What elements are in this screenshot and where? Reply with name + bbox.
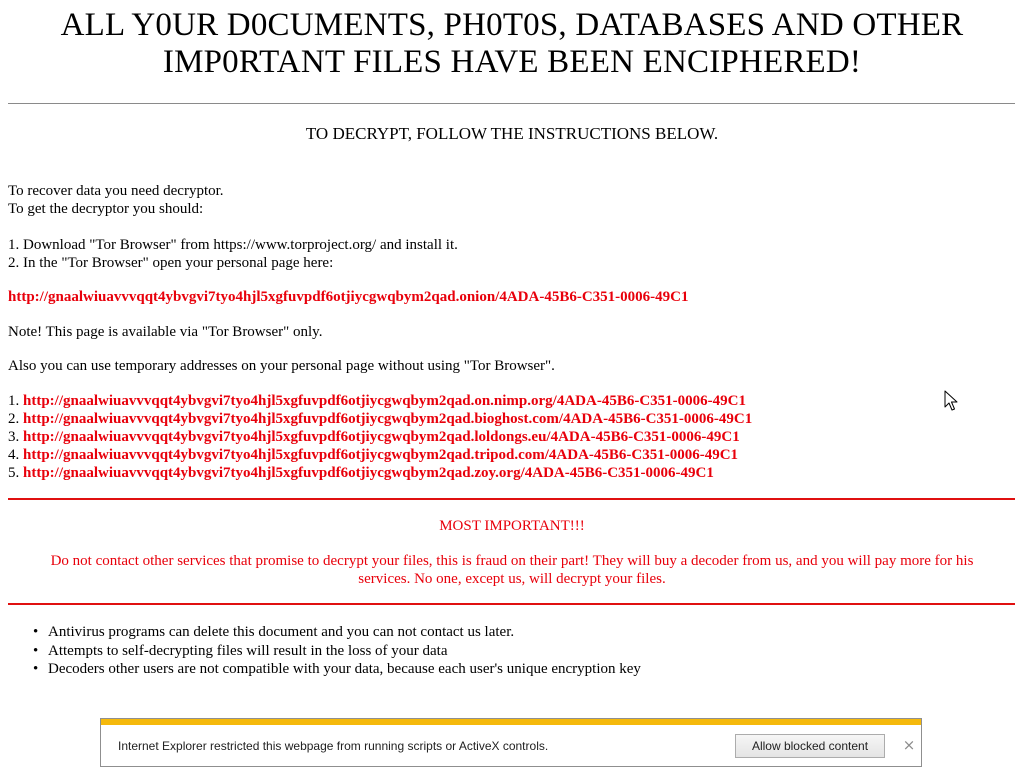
headline-line-2: IMP0RTANT FILES HAVE BEEN ENCIPHERED! (162, 44, 862, 80)
allow-blocked-content-button[interactable]: Allow blocked content (735, 734, 885, 758)
step-2: 2. In the "Tor Browser" open your personal page here: (8, 255, 334, 271)
temp-link-1[interactable]: http://gnaalwiuavvvqqt4ybvgvi7tyo4hjl5xgfuvpdf6otjiycgwqbym2qad.on.nimp.org/4ADA-45B6-C351-0006-49C1 (23, 393, 746, 409)
warning-bullet-list (30, 623, 641, 679)
important-bottom-divider (8, 603, 1015, 605)
important-top-divider (8, 498, 1015, 500)
temporary-addresses-intro: Also you can use temporary addresses on your personal page without using "Tor Browser". (8, 358, 555, 374)
temp-link-row (8, 428, 740, 446)
page-headline (0, 7, 1024, 81)
list-item: • Decoders other users are not compatible with your data, because each user's unique encryption key (30, 660, 641, 679)
temp-link-number: 4. (8, 447, 23, 463)
fraud-warning (10, 552, 1014, 588)
temp-link-number: 5. (8, 465, 23, 481)
most-important-heading: MOST IMPORTANT!!! (439, 518, 585, 534)
temp-link-row (8, 446, 738, 464)
headline-line-1: ALL Y0UR D0CUMENTS, PH0T0S, DATABASES AND OTHER (60, 7, 964, 43)
temp-link-number: 3. (8, 429, 23, 445)
list-item: • Attempts to self-decrypting files will result in the loss of your data (30, 642, 641, 661)
temp-link-3[interactable]: http://gnaalwiuavvvqqt4ybvgvi7tyo4hjl5xgfuvpdf6otjiycgwqbym2qad.loldongs.eu/4ADA-45B6-C351-0006-49C1 (23, 429, 740, 445)
temp-link-2[interactable]: http://gnaalwiuavvvqqt4ybvgvi7tyo4hjl5xgfuvpdf6otjiycgwqbym2qad.bioghost.com/4ADA-45B6-C351-0006-49C1 (23, 411, 753, 427)
temp-link-4[interactable]: http://gnaalwiuavvvqqt4ybvgvi7tyo4hjl5xgfuvpdf6otjiycgwqbym2qad.tripod.com/4ADA-45B6-C351-0006-49C1 (23, 447, 739, 463)
step-1: 1. Download "Tor Browser" from https://www.torproject.org/ and install it. (8, 237, 458, 253)
notification-stripe (101, 719, 921, 725)
temp-link-number: 2. (8, 411, 23, 427)
warning-line-1: Do not contact other services that promise to decrypt your files, this is fraud on their part! They will buy a decoder from us, and you will pay more for his (50, 553, 974, 569)
notification-message: Internet Explorer restricted this webpage from running scripts or ActiveX controls. (118, 739, 549, 753)
onion-link[interactable]: http://gnaalwiuavvvqqt4ybvgvi7tyo4hjl5xgfuvpdf6otjiycgwqbym2qad.onion/4ADA-45B6-C351-0006-49C1 (8, 289, 689, 305)
list-item: • Antivirus programs can delete this document and you can not contact us later. (30, 623, 641, 642)
temp-link-5[interactable]: http://gnaalwiuavvvqqt4ybvgvi7tyo4hjl5xgfuvpdf6otjiycgwqbym2qad.zoy.org/4ADA-45B6-C351-0006-49C1 (23, 465, 714, 481)
mouse-pointer-icon (944, 390, 958, 412)
top-divider (8, 103, 1015, 104)
temp-link-row (8, 464, 714, 482)
temp-link-row (8, 392, 746, 410)
ie-notification-bar (100, 718, 922, 767)
intro-line-2: To get the decryptor you should: (8, 201, 204, 217)
temp-link-row (8, 410, 752, 428)
warning-line-2: services. No one, except us, will decrypt your files. (358, 571, 666, 587)
close-icon[interactable]: × (902, 736, 916, 754)
tor-note: Note! This page is available via "Tor Browser" only. (8, 324, 323, 340)
intro-line-1: To recover data you need decryptor. (8, 183, 224, 199)
instructions-heading: TO DECRYPT, FOLLOW THE INSTRUCTIONS BELOW. (305, 124, 719, 143)
temp-link-number: 1. (8, 393, 23, 409)
